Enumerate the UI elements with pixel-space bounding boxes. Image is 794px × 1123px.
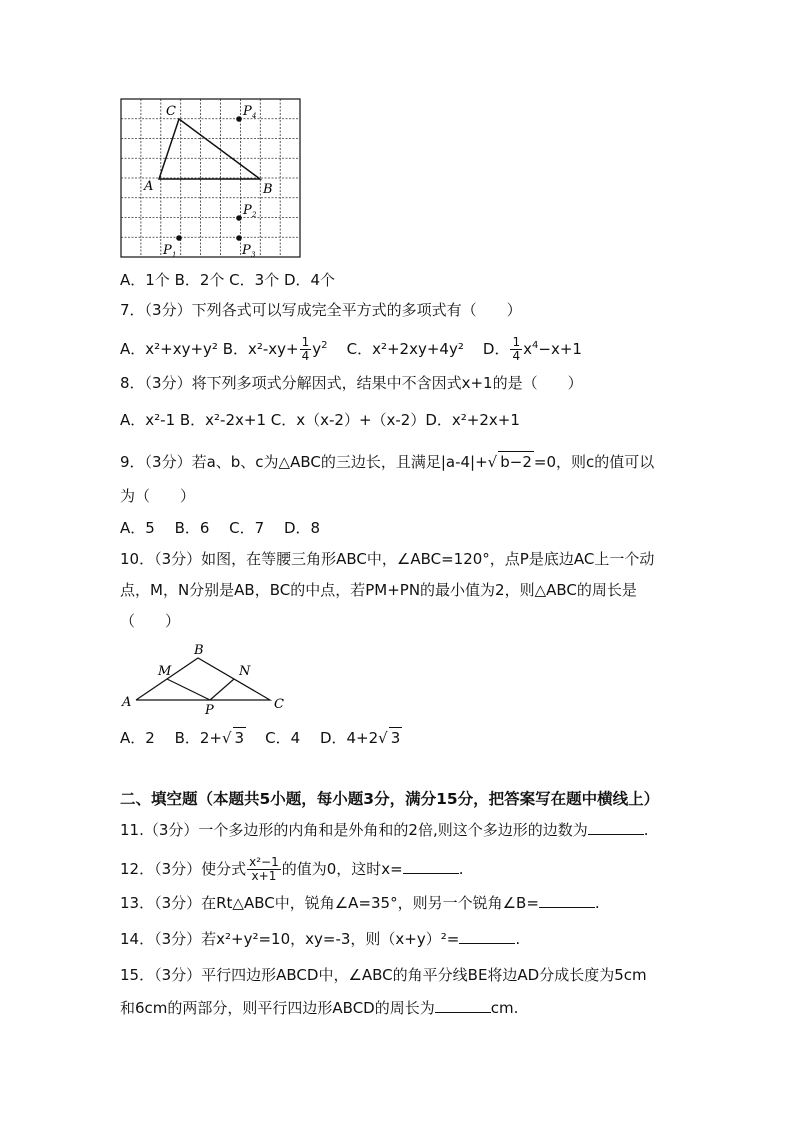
q13-text: 13．（3分）在Rt△ABC中，锐角∠A=35°，则另一个锐角∠B= [120,894,539,912]
q10-option-ab: A．2 B．2+ [120,729,222,747]
answer-blank[interactable] [588,820,644,835]
label-c: C [166,104,176,119]
q7-d-frac [510,336,522,363]
q8-stem: 8．（3分）将下列多项式分解因式，结果中不含因式x+1的是（ ） [120,374,583,392]
label-p3-sub: 3 [251,251,256,259]
q9-options: A．5 B．6 C．7 D．8 [120,519,321,537]
frac-num: 1 [301,335,310,349]
answer-blank[interactable] [459,929,515,944]
sqrt-icon: √ [487,453,498,471]
q9-stem [120,451,654,472]
triangle-figure [118,640,290,720]
q10-sqrt-a: 3 [234,729,245,747]
frac-den: 4 [301,349,310,363]
frac-num: x²−1 [249,855,279,869]
q10-options [120,727,402,748]
point-p2 [236,215,242,221]
q15-text: 和6cm的两部分，则平行四边形ABCD的周长为 [120,999,435,1017]
answer-blank[interactable] [539,893,595,908]
q9-stem-a: 9．（3分）若a、b、c为△ABC的三边长，且满足|a-4|+ [120,453,488,471]
segment-pn [210,679,234,700]
q12 [120,856,464,883]
q10-sqrt-b: 3 [390,729,401,747]
sqrt-icon: √ [378,729,388,747]
answer-blank[interactable] [435,998,491,1013]
q7-stem: 7．（3分）下列各式可以写成完全平方式的多项式有（ ） [120,301,522,319]
q7-d-exp: 4 [532,340,539,351]
label-p1-sub: 1 [172,251,177,259]
q10-line3: （ ） [120,612,181,630]
segment-pm [167,679,210,700]
label-p2: P [243,203,252,218]
point-p4 [236,116,242,122]
grid-svg [120,98,302,260]
fig-label-p: P [205,703,214,716]
q14-text: 14．（3分）若x²+y²=10，xy=-3，则（x+y）²= [120,930,460,948]
label-b: B [263,182,273,197]
q10-line1: 10．（3分）如图，在等腰三角形ABC中，∠ABC=120°，点P是底边AC上一个动 [120,550,655,568]
q12-frac [247,856,281,883]
label-p3: P [242,243,251,258]
point-p3 [236,235,242,241]
label-a: A [144,179,154,194]
fig-label-n: N [239,664,251,679]
q12-post: 的值为0，这时x= [281,860,403,878]
q10-line2: 点，M，N分别是AB，BC的中点，若PM+PN的最小值为2，则△ABC的周长是 [120,581,637,599]
q12-end: . [458,860,464,878]
fig-label-b: B [194,643,204,658]
q6-options: A．1个 B．2个 C．3个 D．4个 [120,271,336,289]
q13 [120,893,600,913]
sqrt-icon: √ [221,729,232,747]
q14-end: . [515,930,521,948]
q7-d-x: x [523,340,533,358]
q7-y-exp: 2 [321,340,328,351]
q10-option-cd: C．4 D．4+2 [265,729,379,747]
q15-end: cm. [490,999,519,1017]
frac-den: 4 [512,349,521,363]
triangle-abc [159,119,260,179]
q7-option-c: C．x²+2xy+4y² [346,340,464,358]
frac-den: x+1 [251,869,277,883]
label-p4: P [243,104,252,119]
label-p2-sub: 2 [252,211,257,219]
q7-y: y [312,340,322,358]
q7-options [120,336,582,363]
q11-end: . [643,821,649,839]
q9-line2: 为（ ） [120,487,196,505]
q9-sqrt-body: b−2 [500,453,532,471]
q14 [120,929,520,949]
q7-option-d-label: D． [482,340,510,358]
label-p1: P [163,243,172,258]
fig-label-m: M [158,664,172,679]
q7-frac [300,336,312,363]
triangle-svg [118,640,290,716]
fig-label-c: C [274,697,284,712]
point-p1 [176,235,182,241]
grid-figure [120,98,302,264]
q15-line2 [120,998,518,1018]
frac-num: 1 [512,335,521,349]
section-heading: 二、填空题（本题共5小题，每小题3分，满分15分，把答案写在题中横线上） [120,790,660,808]
q7-option-ab: A．x²+xy+y² B．x²-xy+ [120,340,299,358]
q11 [120,820,649,840]
q12-pre: 12．（3分）使分式 [120,860,247,878]
q8-options: A．x²-1 B．x²-2x+1 C．x（x-2）+（x-2）D．x²+2x+1 [120,411,520,429]
q15-line1: 15．（3分）平行四边形ABCD中，∠ABC的角平分线BE将边AD分成长度为5cm [120,966,647,984]
q11-text: 11.（3分）一个多边形的内角和是外角和的2倍,则这个多边形的边数为 [120,821,588,839]
q7-d-tail: −x+1 [538,340,582,358]
label-p4-sub: 4 [252,112,257,120]
q13-end: . [594,894,600,912]
fig-label-a: A [122,695,132,710]
q9-stem-b: =0，则c的值可以 [533,453,655,471]
answer-blank[interactable] [403,859,459,874]
